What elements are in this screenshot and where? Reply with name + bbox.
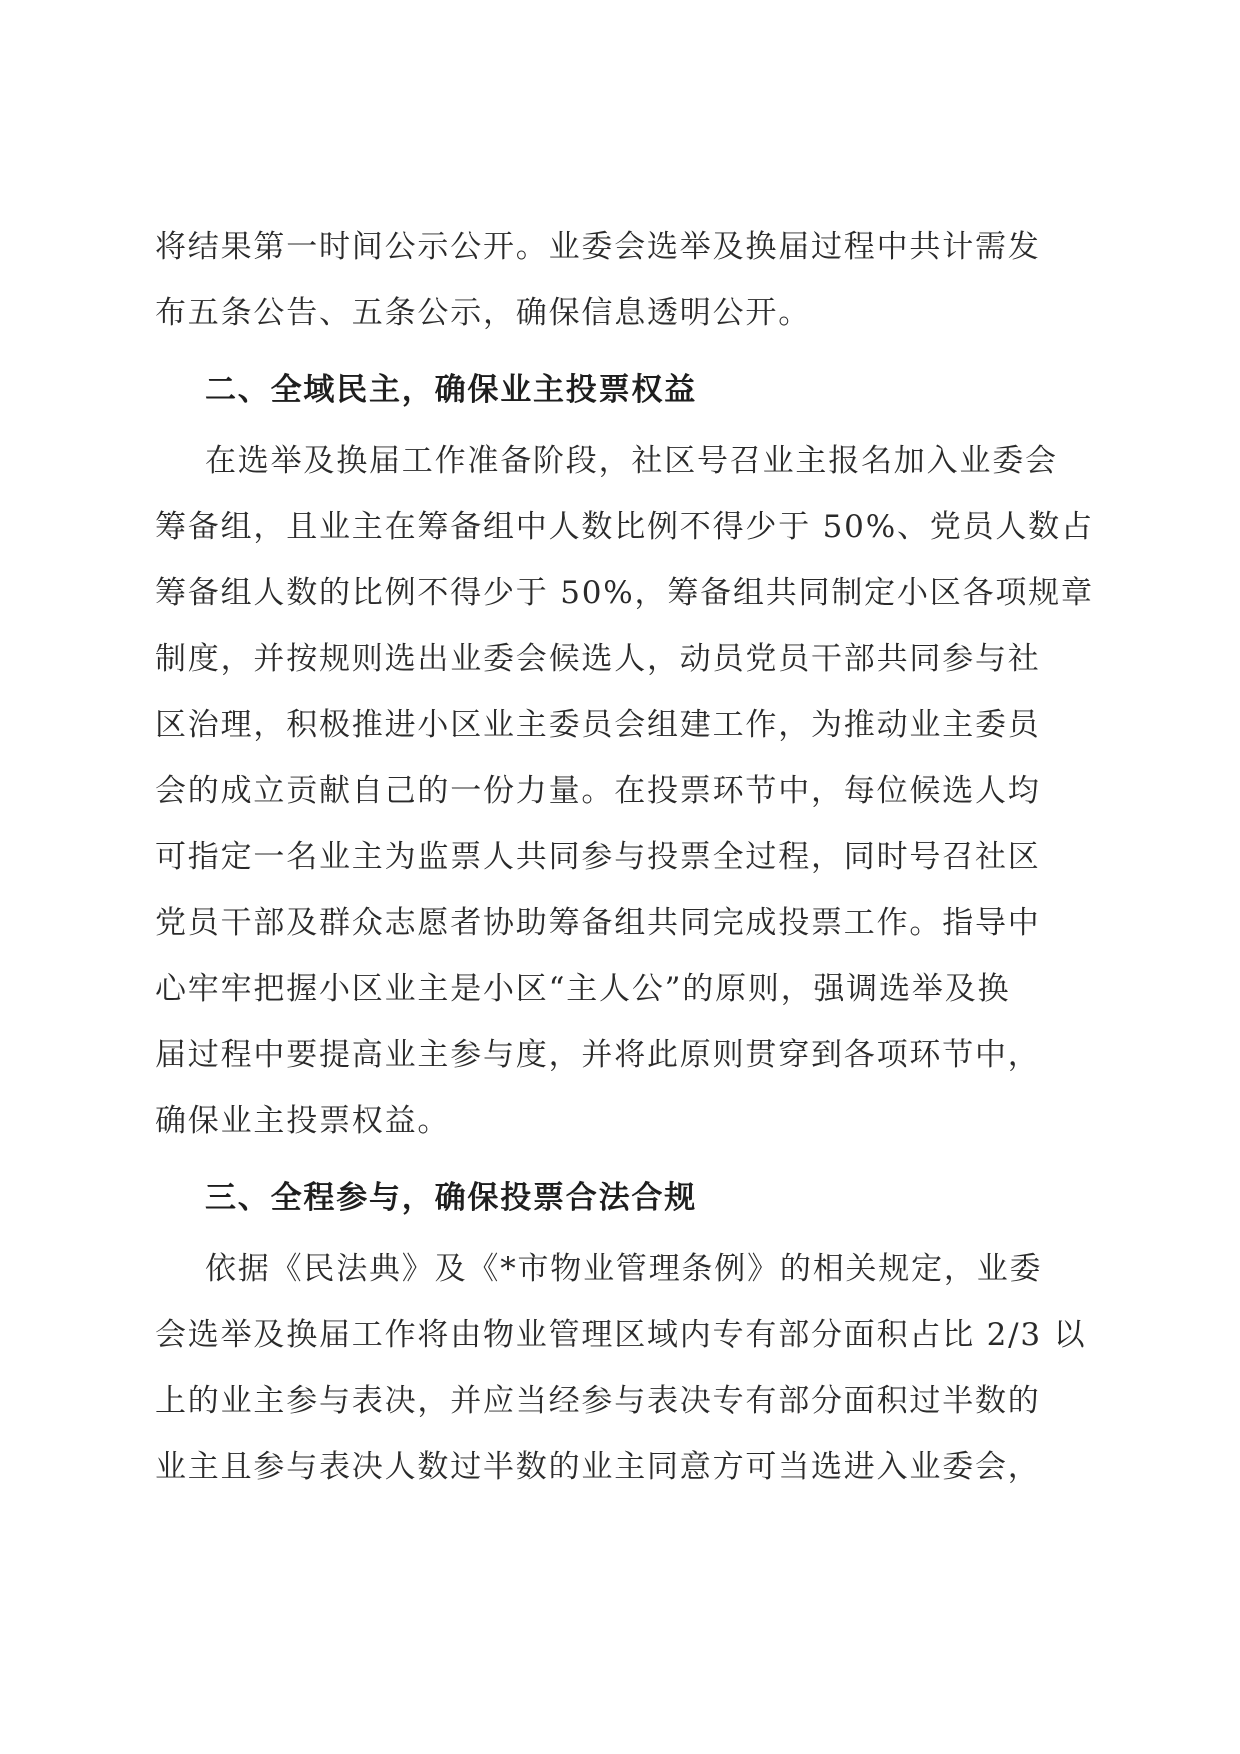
section-3-paragraph — [155, 1236, 1095, 1500]
document-body — [155, 214, 1095, 1500]
text-line: 确保业主投票权益。 — [155, 1103, 451, 1139]
text-line: 筹备组，且业主在筹备组中人数比例不得少于 50%、党员人数占 — [155, 509, 1094, 545]
text-line: 将结果第一时间公示公开。业委会选举及换届过程中共计需发 — [155, 229, 1041, 265]
text-line: 可指定一名业主为监票人共同参与投票全过程，同时号召社区 — [155, 839, 1041, 875]
text-line: 业主且参与表决人数过半数的业主同意方可当选进入业委会， — [155, 1449, 1041, 1485]
text-line: 筹备组人数的比例不得少于 50%，筹备组共同制定小区各项规章 — [155, 575, 1094, 611]
text-line: 依据《民法典》及《*市物业管理条例》的相关规定，业委 — [205, 1251, 1043, 1287]
text-line: 届过程中要提高业主参与度，并将此原则贯穿到各项环节中， — [155, 1037, 1041, 1073]
section-heading-3: 三、全程参与，确保投票合法合规 — [205, 1180, 697, 1216]
text-line: 布五条公告、五条公示，确保信息透明公开。 — [155, 295, 811, 331]
text-line: 上的业主参与表决，并应当经参与表决专有部分面积过半数的 — [155, 1383, 1041, 1419]
intro-paragraph — [155, 214, 1095, 346]
text-line: 心牢牢把握小区业主是小区“主人公”的原则，强调选举及换 — [155, 971, 1011, 1007]
text-line: 党员干部及群众志愿者协助筹备组共同完成投票工作。指导中 — [155, 905, 1041, 941]
text-line: 在选举及换届工作准备阶段，社区号召业主报名加入业委会 — [205, 443, 1058, 479]
text-line: 区治理，积极推进小区业主委员会组建工作，为推动业主委员 — [155, 707, 1041, 743]
text-line: 会选举及换届工作将由物业管理区域内专有部分面积占比 2/3 以 — [155, 1317, 1087, 1353]
text-line: 制度，并按规则选出业委会候选人，动员党员干部共同参与社 — [155, 641, 1041, 677]
text-line: 会的成立贡献自己的一份力量。在投票环节中，每位候选人均 — [155, 773, 1041, 809]
section-2-paragraph — [155, 428, 1095, 1154]
section-heading-2: 二、全域民主，确保业主投票权益 — [205, 372, 697, 408]
